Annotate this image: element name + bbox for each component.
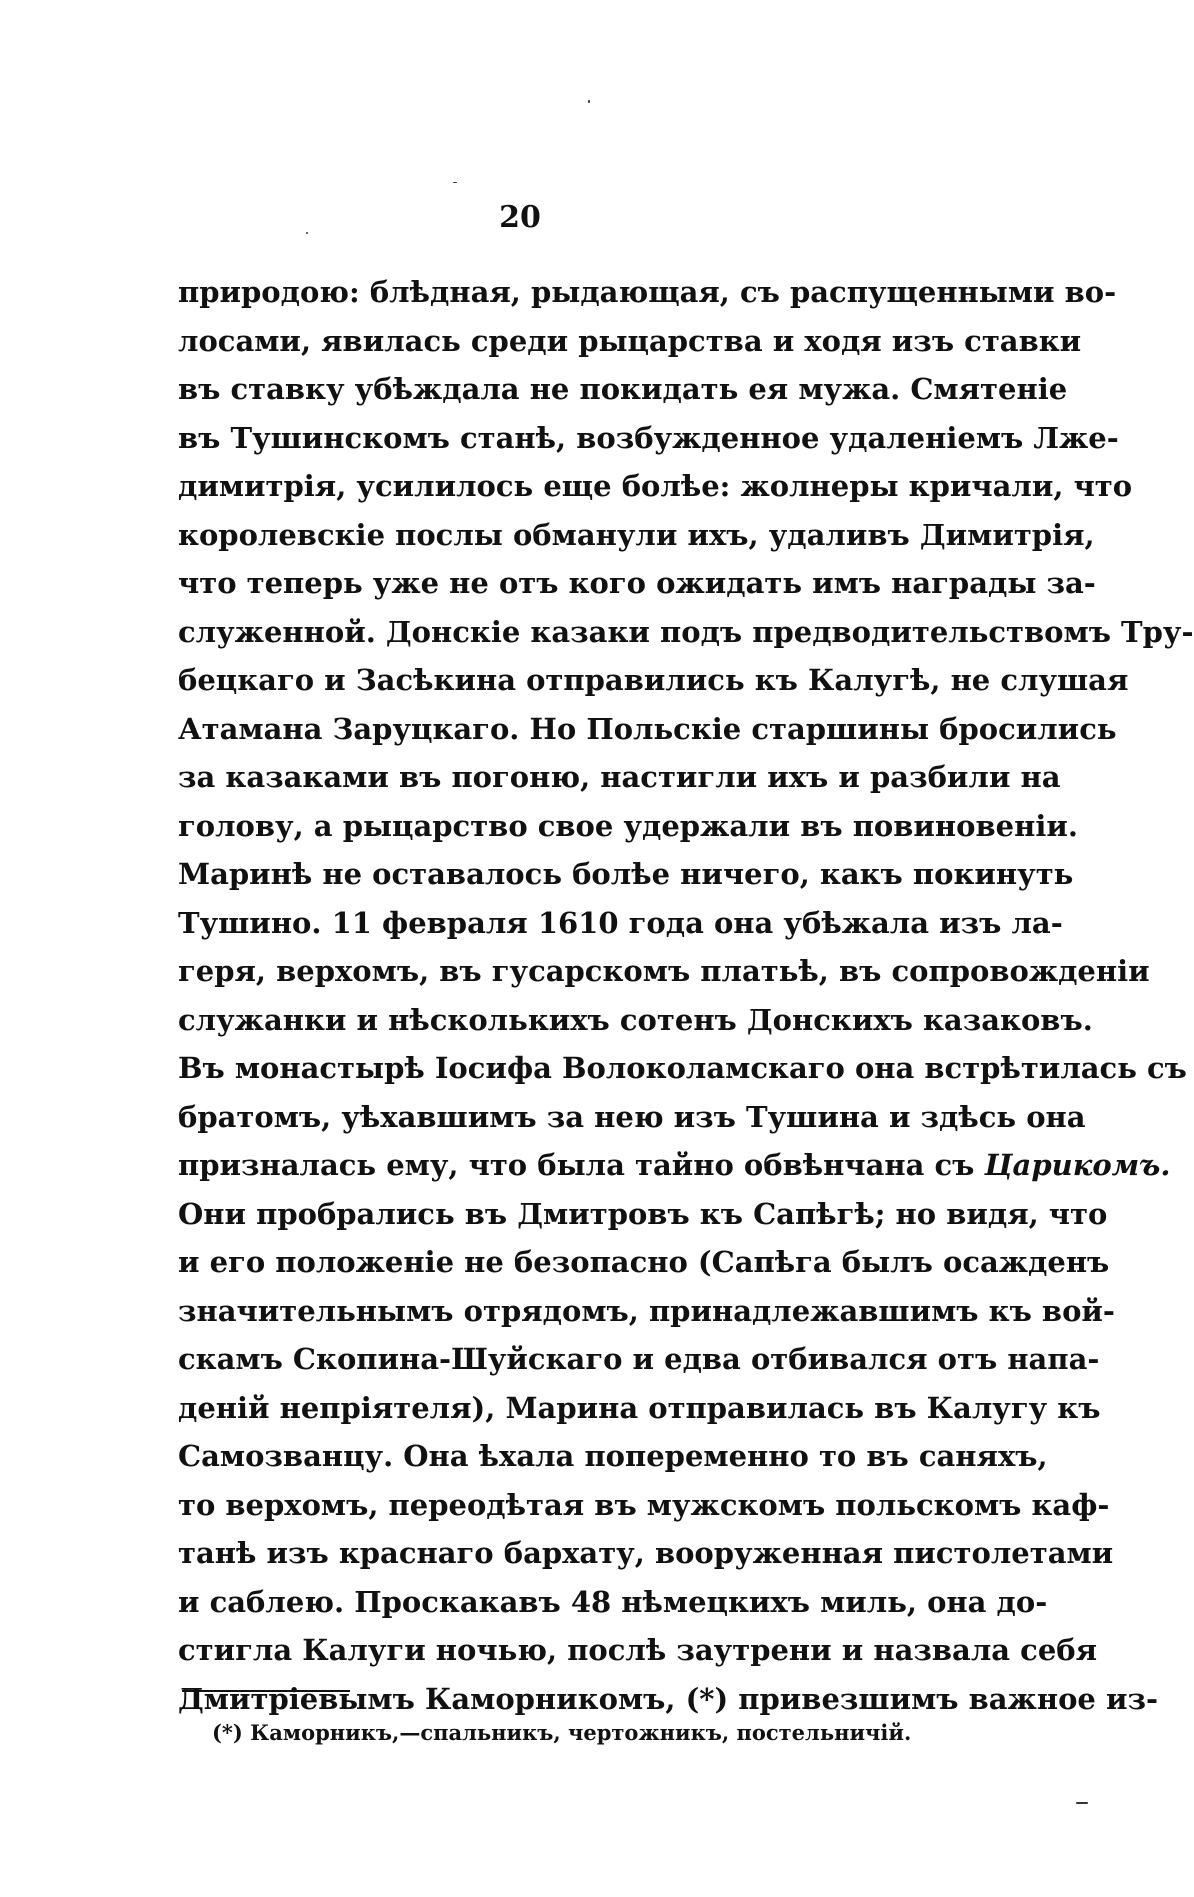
footnote-divider — [182, 1690, 350, 1692]
footnote: (*) Каморникъ,—спальникъ, чертожникъ, постельничій. — [212, 1720, 912, 1745]
text-line: бецкаго и Засѣкина отправились къ Калугѣ, не слушая — [178, 663, 1129, 697]
text-line: скамъ Скопина-Шуйскаго и едва отбивался отъ напа- — [178, 1342, 1100, 1376]
print-speck — [588, 100, 590, 103]
page-number: 20 — [499, 200, 541, 235]
text-line: Тушино. 11 февраля 1610 года она убѣжала изъ ла- — [178, 905, 1063, 940]
text-line: Дмитріевымъ Каморникомъ, (*) привезшимъ важное из- — [178, 1681, 1159, 1716]
text-segment: призналась ему, что была тайно обвѣнчана съ — [178, 1148, 975, 1182]
text-line: и саблею. Проскакавъ 48 нѣмецкихъ миль, она до- — [178, 1584, 1048, 1619]
text-line: Въ монастырѣ Іосифа Волоколамскаго она встрѣтилась съ — [178, 1051, 1187, 1085]
text-line: то верхомъ, переодѣтая въ мужскомъ польскомъ каф- — [178, 1487, 1110, 1522]
text-line: что теперь уже не отъ кого ожидать имъ награды за- — [178, 566, 1096, 600]
text-line: въ Тушинскомъ станѣ, возбужденное удаленіемъ Лже- — [178, 420, 1119, 455]
text-line: за казаками въ погоню, настигли ихъ и разбили на — [178, 760, 1061, 794]
text-line: Самозванцу. Она ѣхала попеременно то въ саняхъ, — [178, 1439, 1048, 1473]
text-line: димитрія, усилилось еще болѣе: жолнеры кричали, что — [178, 469, 1133, 503]
text-line: деній непріятеля), Марина отправилась въ Калугу къ — [178, 1390, 1101, 1425]
body-text — [178, 268, 1194, 1723]
print-speck — [306, 232, 308, 234]
text-line: и его положеніе не безопасно (Сапѣга былъ осажденъ — [178, 1245, 1110, 1279]
print-speck — [1076, 1802, 1088, 1804]
text-line-with-italic — [178, 1141, 1171, 1190]
text-line: стигла Калуги ночью, послѣ заутрени и назвала себя — [178, 1633, 1098, 1667]
print-speck — [453, 182, 457, 183]
text-line: природою: блѣдная, рыдающая, съ распущенными во- — [178, 275, 1117, 309]
text-line: Они пробрались въ Дмитровъ къ Сапѣгѣ; но видя, что — [178, 1196, 1108, 1231]
text-line: служанки и нѣсколькихъ сотенъ Донскихъ казаковъ. — [178, 1002, 1093, 1037]
text-line: братомъ, уѣхавшимъ за нею изъ Тушина и здѣсь она — [178, 1099, 1086, 1134]
text-line: значительнымъ отрядомъ, принадлежавшимъ къ вой- — [178, 1293, 1115, 1328]
text-line: лосами, явилась среди рыцарства и ходя изъ ставки — [178, 323, 1082, 358]
text-line: танѣ изъ краснаго бархату, вооруженная пистолетами — [178, 1536, 1114, 1570]
text-line: служенной. Донскіе казаки подъ предводительствомъ Тру- — [178, 614, 1194, 649]
text-line: Атамана Заруцкаго. Но Польскіе старшины бросились — [178, 711, 1117, 746]
text-line: геря, верхомъ, въ гусарскомъ платьѣ, въ сопровожденіи — [178, 954, 1150, 988]
text-line: голову, а рыцарство свое удержали въ повиновеніи. — [178, 808, 1078, 843]
text-line: Маринѣ не оставалось болѣе ничего, какъ покинуть — [178, 857, 1074, 891]
text-line: въ ставку убѣждала не покидать ея мужа. Смятеніе — [178, 372, 1068, 406]
text-line: королевскіе послы обманули ихъ, удаливъ Димитрія, — [178, 517, 1095, 552]
italic-word: Царикомъ. — [984, 1148, 1171, 1182]
